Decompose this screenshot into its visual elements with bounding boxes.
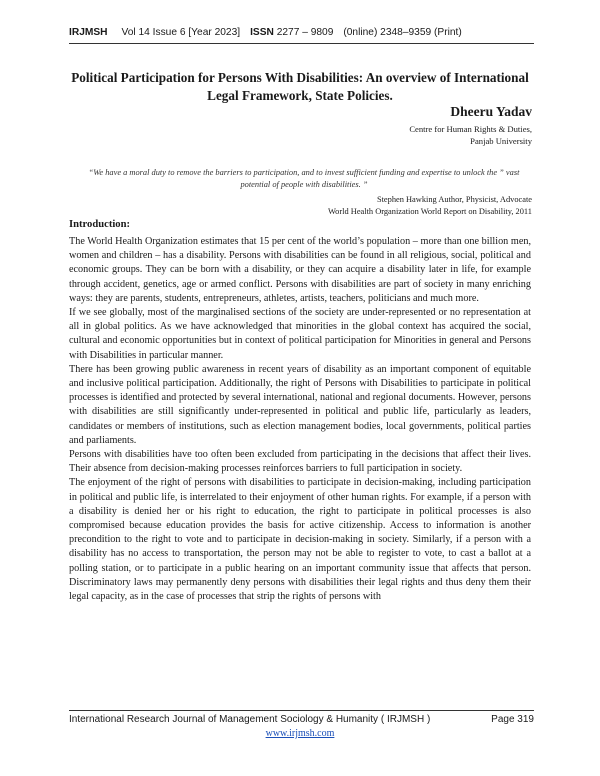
affiliation-line: Panjab University [470, 135, 532, 146]
issn-online-print: (0nline) 2348–9359 (Print) [343, 27, 462, 38]
header-rule [69, 43, 534, 44]
attribution-line: Stephen Hawking Author, Physicist, Advocate [376, 195, 532, 204]
volume-issue: Vol 14 Issue 6 [121, 27, 186, 38]
article-title: Political Participation for Persons With Disabilities: An overview of International Legal Framework, State Policies. [71, 70, 529, 103]
paragraph: Persons with disabilities have too often been excluded from participating in the decisions that affect their lives. Their absence from decision-making processes reinforces barriers to full participation in society. [69, 449, 531, 475]
page-number: Page 319 [491, 714, 534, 725]
paragraph: The enjoyment of the right of persons with disabilities to participate in decision-making, including participation in political and public life, is interrelated to their enjoyment of other human rights. For example, if a person with a disability is denied her or his right to education, the right to participate in political processes is also compromised because education provides the basis for active citizenship. Access to information is another precondition to the right to vote and to participate in decision-making in society. Similarly, if a person with a disability has no access to transportation, the person may not be able to register to vote, to cast a ballot at a polling station, or to participate in a public hearing on an important community issue that affects that person. Discriminatory laws may permanently deny persons with disabilities their legal rights and thus deny them their legal capacity, as in the case of processes that strip the rights of persons with [69, 477, 531, 603]
year: [Year 2023] [188, 27, 241, 38]
attribution-line: World Health Organization World Report on Disability, 2011 [327, 206, 532, 216]
author-affiliation [409, 124, 532, 147]
paragraph: If we see globally, most of the marginalised sections of the society are under-represented or no representation at all in global politics. As we have acknowledged that minorities in the global context has acquired the social, cultural and economic opportunities but in context of political participation for Minorities in general and Persons with Disabilities in particular manner. [69, 307, 531, 361]
affiliation-line: Centre for Human Rights & Duties, [409, 124, 532, 134]
author-name: Dheeru Yadav [450, 104, 532, 119]
epigraph-quote: “We have a moral duty to remove the barriers to participation, and to invest sufficient funding and expertise to unlock the ” vast potential of people with disabilities. ” [88, 168, 520, 189]
epigraph-attribution [328, 194, 532, 217]
running-header [69, 27, 539, 38]
section-heading: Introduction: [69, 219, 131, 230]
issn-label: ISSN [250, 27, 274, 38]
footer-rule [69, 710, 534, 711]
paragraph: The World Health Organization estimates that 15 per cent of the world’s population – more than one billion men, women and children – has a disability. Persons with disabilities can be found in all religious, social, political and economic groups. They can be born with a disability, or they can acquire a disability later in life, for example through accident, genetics, age or armed conflict. Persons with disabilities are part of society in many enriching ways: they are parents, students, entrepreneurs, athletes, artists, teachers, politicians and much more. [69, 236, 531, 304]
paragraph: There has been growing public awareness in recent years of disability as an important component of equitable and inclusive political participation. Additionally, the right of Persons with Disabilities to participate in political processes is identified and protected by several international, national and regional documents. However, persons with disabilities are still significantly under-represented in political and public life, particularly as leaders, candidates or members of institutions, such as election management bodies, local governments, political parties and parliaments. [69, 363, 531, 446]
journal-abbrev: IRJMSH [69, 27, 108, 38]
running-footer [69, 714, 534, 725]
journal-website-link[interactable]: www.irjmsh.com [265, 728, 335, 739]
issn-number: 2277 – 9809 [276, 27, 334, 38]
body-text [69, 235, 531, 604]
footer-journal-name: International Research Journal of Management Sociology & Humanity ( IRJMSH ) [69, 714, 431, 725]
